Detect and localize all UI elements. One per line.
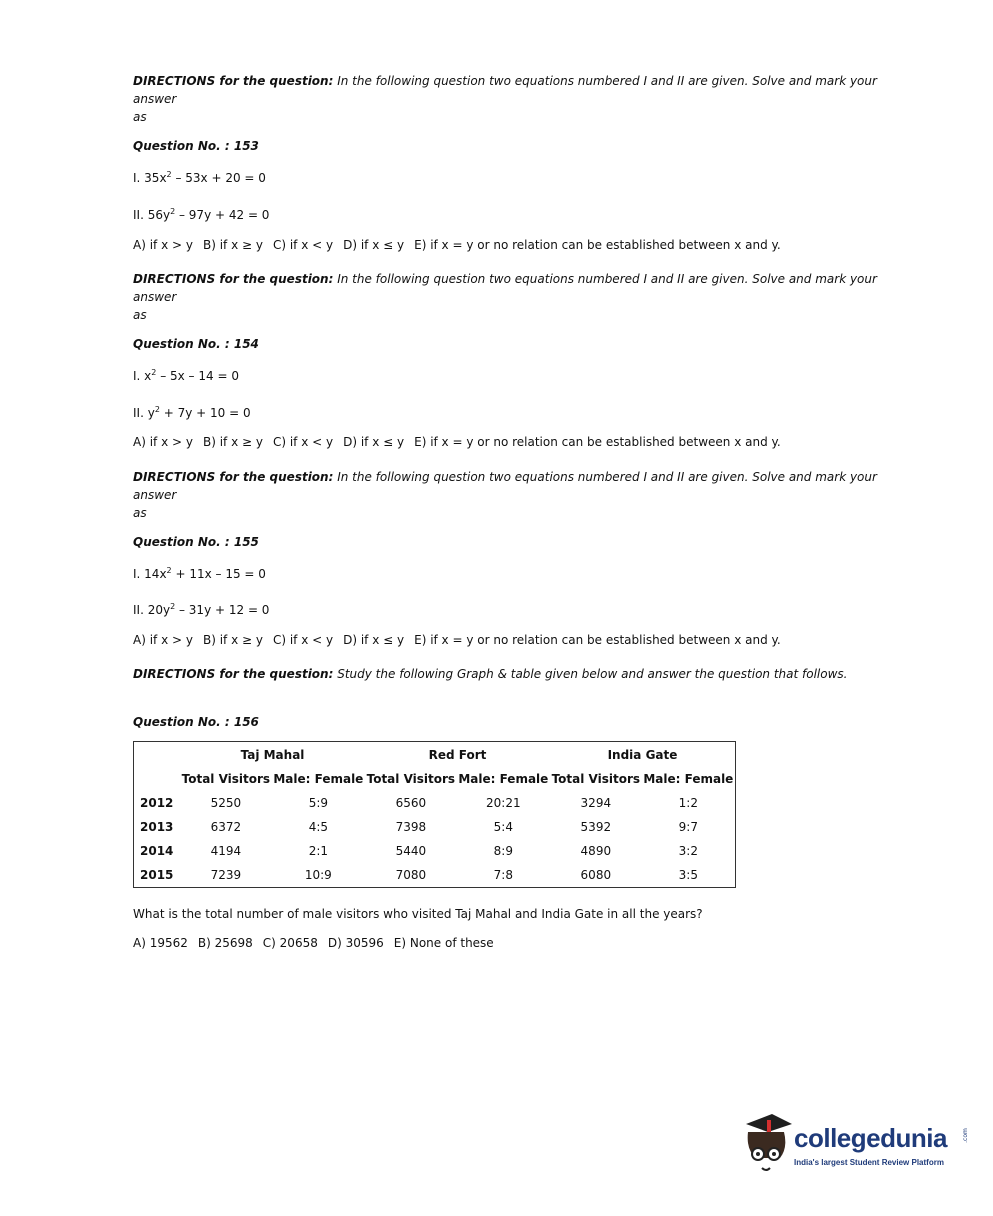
directions-label: DIRECTIONS for the question: [133,74,334,88]
eq-text: + 7y + 10 = 0 [159,406,251,420]
table-cell: 3:2 [678,844,698,858]
option-a[interactable]: A) if x > y [133,238,193,252]
question-153-eq2 [133,206,878,224]
option-c[interactable]: C) if x < y [272,435,334,449]
table-cell: 6372 [210,820,242,834]
directions-tail: as [133,308,147,322]
directions-text: In the following question two equations numbered I and II are given. Solve and mark your answer [133,272,877,304]
table-cell: 7398 [395,820,427,834]
row-year: 2013 [140,820,174,834]
option-a[interactable]: A) if x > y [133,435,193,449]
question-156-options [133,934,878,952]
directions-text: In the following question two equations numbered I and II are given. Solve and mark your answer [133,470,877,502]
question-156-text: What is the total number of male visitors who visited Taj Mahal and India Gate in all the years? [133,907,703,921]
column-header: Male: Female [273,772,364,786]
eq-text: I. 14x [133,567,167,581]
table-cell: 7080 [395,868,427,882]
table-cell: 7239 [210,868,242,882]
option-b[interactable]: B) if x ≥ y [202,238,263,252]
mascot-icon [742,1110,794,1180]
directions-label: DIRECTIONS for the question: [133,667,334,681]
column-header: Total Visitors [551,772,641,786]
question-154-eq1 [133,367,878,385]
exponent: 2 [166,566,172,575]
question-154-options [133,433,878,451]
group-taj-mahal: Taj Mahal [240,747,305,762]
table-corner [134,742,181,768]
table-cell: 20:21 [486,796,521,810]
directions-label: DIRECTIONS for the question: [133,470,334,484]
table-cell: 5440 [395,844,427,858]
table-cell: 5:4 [493,820,513,834]
column-header: Male: Female [458,772,549,786]
group-india-gate: India Gate [607,747,678,762]
column-header: Total Visitors [181,772,271,786]
option-e[interactable]: E) if x = y or no relation can be established between x and y. [414,238,781,252]
question-155-title: Question No. : 155 [133,535,259,549]
exponent: 2 [154,405,160,414]
table-row [134,839,736,863]
eq-text: II. 56y [133,208,171,222]
option-d[interactable]: D) if x ≤ y [343,238,405,252]
table-cell: 5:9 [308,796,328,810]
directions-tail: as [133,506,147,520]
option-d[interactable]: D) if x ≤ y [343,435,405,449]
row-year: 2014 [140,844,174,858]
eq-text: – 53x + 20 = 0 [171,171,266,185]
eq-text: + 11x – 15 = 0 [171,567,266,581]
row-year: 2012 [140,796,174,810]
table-group-header [134,742,736,768]
question-155-eq1 [133,565,878,583]
table-cell: 5392 [580,820,612,834]
eq-text: II. 20y [133,603,171,617]
directions-153 [133,72,878,126]
table-cell: 3294 [580,796,612,810]
table-cell: 2:1 [308,844,328,858]
question-155-options [133,631,878,649]
table-corner [134,767,181,791]
directions-text: Study the following Graph & table given below and answer the question that follows. [337,667,848,681]
table-cell: 8:9 [493,844,513,858]
directions-154 [133,270,878,324]
eq-text: – 5x – 14 = 0 [156,369,239,383]
visitors-table [133,741,736,888]
table-cell: 6560 [395,796,427,810]
table-row [134,815,736,839]
table-cell: 6080 [580,868,612,882]
option-e[interactable]: E) if x = y or no relation can be established between x and y. [414,435,781,449]
option-c[interactable]: C) if x < y [272,238,334,252]
question-155-eq2 [133,601,878,619]
table-cell: 5250 [210,796,242,810]
table-row [134,791,736,815]
exponent: 2 [151,368,157,377]
logo-dotcom: .com [961,1128,969,1143]
question-153-eq1 [133,169,878,187]
option-b[interactable]: B) if x ≥ y [202,633,263,647]
option-d[interactable]: D) 30596 [327,936,384,950]
directions-156 [133,665,878,683]
option-e[interactable]: E) None of these [393,936,494,950]
question-154-eq2 [133,404,878,422]
option-c[interactable]: C) if x < y [272,633,334,647]
table-sub-header [134,767,736,791]
table-cell: 3:5 [678,868,698,882]
table-cell: 9:7 [678,820,698,834]
question-153-title: Question No. : 153 [133,139,259,153]
option-a[interactable]: A) if x > y [133,633,193,647]
directions-label: DIRECTIONS for the question: [133,272,334,286]
group-red-fort: Red Fort [428,747,487,762]
table-cell: 4:5 [308,820,328,834]
directions-text: In the following question two equations numbered I and II are given. Solve and mark your answer [133,74,877,106]
logo-tagline: India's largest Student Review Platform [794,1158,944,1167]
option-a[interactable]: A) 19562 [133,936,188,950]
table-cell: 4890 [580,844,612,858]
directions-155 [133,468,878,522]
option-d[interactable]: D) if x ≤ y [343,633,405,647]
eq-text: – 97y + 42 = 0 [175,208,270,222]
option-c[interactable]: C) 20658 [262,936,318,950]
table-cell: 10:9 [304,868,332,882]
question-156-title: Question No. : 156 [133,715,259,729]
directions-tail: as [133,110,147,124]
eq-text: – 31y + 12 = 0 [175,603,270,617]
question-153-options [133,236,878,254]
exponent: 2 [170,207,176,216]
exponent: 2 [170,602,176,611]
question-154-title: Question No. : 154 [133,337,259,351]
table-cell: 1:2 [678,796,698,810]
option-b[interactable]: B) if x ≥ y [202,435,263,449]
eq-text: I. x [133,369,152,383]
exponent: 2 [166,170,172,179]
eq-text: I. 35x [133,171,167,185]
column-header: Total Visitors [366,772,456,786]
column-header: Male: Female [643,772,734,786]
option-e[interactable]: E) if x = y or no relation can be established between x and y. [414,633,781,647]
row-year: 2015 [140,868,174,882]
collegedunia-logo[interactable] [742,1110,969,1180]
table-cell: 7:8 [493,868,513,882]
table-row [134,863,736,888]
eq-text: II. y [133,406,155,420]
table-cell: 4194 [210,844,242,858]
logo-wordmark: collegedunia [794,1123,947,1153]
option-b[interactable]: B) 25698 [197,936,253,950]
